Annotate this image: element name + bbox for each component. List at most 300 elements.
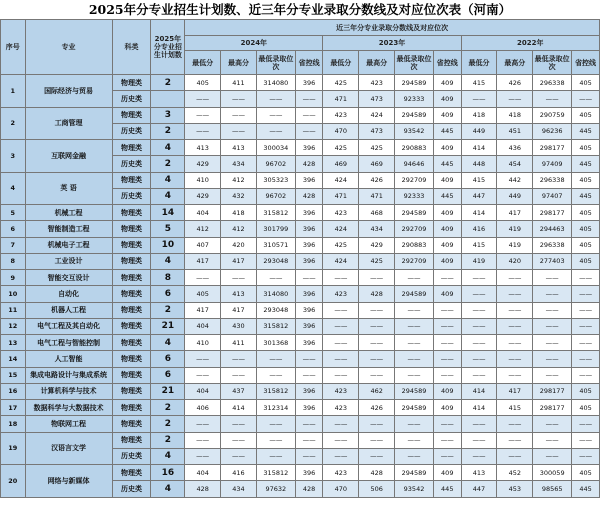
score-cell: —— <box>256 367 295 383</box>
plan-count: 6 <box>151 351 185 367</box>
major-name: 自动化 <box>25 286 112 302</box>
score-cell: —— <box>359 416 395 432</box>
table-row <box>1 400 600 416</box>
score-cell: —— <box>433 367 461 383</box>
row-index: 14 <box>1 351 26 367</box>
score-cell: 410 <box>185 335 221 351</box>
plan-count: 21 <box>151 383 185 399</box>
score-cell: —— <box>323 318 359 334</box>
score-cell: —— <box>572 91 600 107</box>
score-cell: —— <box>433 448 461 464</box>
header-col-min: 最低分 <box>461 51 497 75</box>
score-cell: —— <box>323 302 359 318</box>
score-cell: —— <box>359 335 395 351</box>
header-col-control: 省控线 <box>295 51 323 75</box>
score-cell: —— <box>395 367 434 383</box>
score-cell: —— <box>533 302 572 318</box>
score-cell: 423 <box>323 205 359 221</box>
score-cell: 409 <box>433 383 461 399</box>
score-cell: 314080 <box>256 286 295 302</box>
score-cell: —— <box>323 270 359 286</box>
score-cell: —— <box>572 335 600 351</box>
score-cell: —— <box>185 367 221 383</box>
score-cell: 428 <box>359 286 395 302</box>
score-cell: —— <box>359 367 395 383</box>
score-cell: 452 <box>497 465 533 481</box>
score-cell: —— <box>533 367 572 383</box>
score-cell: 294589 <box>395 107 434 123</box>
score-cell: —— <box>461 286 497 302</box>
row-index: 11 <box>1 302 26 318</box>
major-name: 网络与新媒体 <box>25 465 112 498</box>
score-cell: —— <box>221 432 257 448</box>
page-title: 2025年分专业招生计划数、近三年分专业录取分数线及对应位次表（河南） <box>88 2 512 17</box>
header-major: 专业 <box>25 20 112 75</box>
score-cell: 396 <box>295 302 323 318</box>
table-row <box>1 416 600 432</box>
score-cell: 429 <box>185 188 221 204</box>
score-cell: 405 <box>572 253 600 269</box>
score-cell: —— <box>395 270 434 286</box>
score-cell: —— <box>461 351 497 367</box>
score-cell: —— <box>295 351 323 367</box>
score-cell: 419 <box>461 253 497 269</box>
score-cell: 293048 <box>256 253 295 269</box>
table-row <box>1 237 600 253</box>
subject-cell: 物理类 <box>112 335 151 351</box>
score-cell: 409 <box>433 75 461 91</box>
score-cell: 425 <box>359 140 395 156</box>
score-cell: 301368 <box>256 335 295 351</box>
major-name: 人工智能 <box>25 351 112 367</box>
score-cell: 93542 <box>395 481 434 497</box>
score-cell: 428 <box>295 481 323 497</box>
score-cell: 396 <box>295 335 323 351</box>
score-cell: 411 <box>221 75 257 91</box>
major-name: 电气工程及其自动化 <box>25 318 112 334</box>
score-cell: 462 <box>359 383 395 399</box>
plan-count <box>151 91 185 107</box>
score-cell: —— <box>295 107 323 123</box>
score-cell: 409 <box>433 237 461 253</box>
score-cell: —— <box>433 351 461 367</box>
score-cell: 315812 <box>256 205 295 221</box>
score-cell: —— <box>572 351 600 367</box>
score-cell: —— <box>295 91 323 107</box>
plan-count: 4 <box>151 448 185 464</box>
subject-cell: 物理类 <box>112 367 151 383</box>
score-cell: 428 <box>359 465 395 481</box>
score-cell: 96702 <box>256 188 295 204</box>
score-cell: 277403 <box>533 253 572 269</box>
header-year: 2024年 <box>185 36 323 51</box>
plan-count: 4 <box>151 172 185 188</box>
header-year: 2022年 <box>461 36 599 51</box>
row-index: 16 <box>1 383 26 399</box>
score-cell: —— <box>395 335 434 351</box>
score-cell: 310571 <box>256 237 295 253</box>
score-cell: 405 <box>572 221 600 237</box>
table-row <box>1 432 600 448</box>
score-cell: 506 <box>359 481 395 497</box>
score-cell: 410 <box>185 172 221 188</box>
score-cell: 434 <box>221 156 257 172</box>
score-cell: 413 <box>461 465 497 481</box>
score-cell: 293048 <box>256 302 295 318</box>
subject-cell: 物理类 <box>112 318 151 334</box>
major-name: 集成电路设计与集成系统 <box>25 367 112 383</box>
subject-cell: 物理类 <box>112 140 151 156</box>
score-cell: 437 <box>221 383 257 399</box>
score-cell: 451 <box>497 123 533 139</box>
plan-count: 4 <box>151 335 185 351</box>
score-cell: 396 <box>295 400 323 416</box>
score-cell: 423 <box>359 75 395 91</box>
score-cell: 298177 <box>533 383 572 399</box>
table-row <box>1 107 600 123</box>
row-index: 17 <box>1 400 26 416</box>
score-cell: 298177 <box>533 140 572 156</box>
score-cell: —— <box>497 416 533 432</box>
score-cell: 423 <box>323 465 359 481</box>
score-cell: 409 <box>433 221 461 237</box>
score-cell: —— <box>497 448 533 464</box>
score-cell: 396 <box>295 140 323 156</box>
table-row <box>1 253 600 269</box>
subject-cell: 物理类 <box>112 286 151 302</box>
subject-cell: 物理类 <box>112 75 151 91</box>
score-cell: 98565 <box>533 481 572 497</box>
table-row <box>1 75 600 91</box>
header-col-min: 最低分 <box>323 51 359 75</box>
score-cell: —— <box>461 367 497 383</box>
header-col-min: 最低分 <box>185 51 221 75</box>
score-cell: —— <box>185 107 221 123</box>
score-cell: 404 <box>185 205 221 221</box>
score-cell: 405 <box>572 107 600 123</box>
score-cell: 396 <box>295 383 323 399</box>
score-cell: —— <box>533 448 572 464</box>
score-cell: —— <box>221 367 257 383</box>
header-index: 序号 <box>1 20 26 75</box>
score-cell: —— <box>359 432 395 448</box>
score-cell: —— <box>533 318 572 334</box>
score-cell: 409 <box>433 400 461 416</box>
score-cell: —— <box>433 432 461 448</box>
score-cell: 404 <box>185 383 221 399</box>
subject-cell: 历史类 <box>112 188 151 204</box>
score-cell: 405 <box>572 172 600 188</box>
score-cell: 417 <box>221 302 257 318</box>
row-index: 10 <box>1 286 26 302</box>
row-index: 20 <box>1 465 26 498</box>
score-cell: —— <box>185 351 221 367</box>
subject-cell: 物理类 <box>112 351 151 367</box>
score-cell: 434 <box>221 481 257 497</box>
score-cell: 473 <box>359 123 395 139</box>
score-cell: 445 <box>433 481 461 497</box>
score-cell: —— <box>395 416 434 432</box>
header-year: 2023年 <box>323 36 461 51</box>
major-name: 英 语 <box>25 172 112 205</box>
plan-count: 8 <box>151 270 185 286</box>
score-cell: —— <box>572 318 600 334</box>
score-cell: —— <box>533 270 572 286</box>
score-cell: 414 <box>221 400 257 416</box>
score-cell: 396 <box>295 221 323 237</box>
subject-cell: 物理类 <box>112 416 151 432</box>
score-cell: —— <box>497 335 533 351</box>
score-cell: 428 <box>185 481 221 497</box>
score-cell: 415 <box>461 172 497 188</box>
score-cell: —— <box>497 351 533 367</box>
row-index: 7 <box>1 237 26 253</box>
subject-cell: 物理类 <box>112 465 151 481</box>
subject-cell: 物理类 <box>112 172 151 188</box>
major-name: 物联网工程 <box>25 416 112 432</box>
plan-count: 2 <box>151 302 185 318</box>
plan-count: 2 <box>151 156 185 172</box>
plan-count: 10 <box>151 237 185 253</box>
score-cell: —— <box>497 286 533 302</box>
score-cell: 409 <box>433 107 461 123</box>
score-cell: —— <box>533 335 572 351</box>
score-cell: 418 <box>461 107 497 123</box>
header-col-rank: 最低录取位次 <box>256 51 295 75</box>
score-cell: 449 <box>497 188 533 204</box>
score-cell: 94646 <box>395 156 434 172</box>
score-cell: 414 <box>461 383 497 399</box>
score-cell: 294589 <box>395 465 434 481</box>
score-cell: —— <box>395 302 434 318</box>
score-cell: 97409 <box>533 156 572 172</box>
score-cell: —— <box>256 123 295 139</box>
plan-count: 2 <box>151 416 185 432</box>
row-index: 9 <box>1 270 26 286</box>
score-cell: 418 <box>221 205 257 221</box>
table-row <box>1 335 600 351</box>
score-cell: 396 <box>295 286 323 302</box>
score-cell: 445 <box>572 188 600 204</box>
score-cell: 396 <box>295 205 323 221</box>
score-cell: 294589 <box>395 383 434 399</box>
plan-count: 5 <box>151 221 185 237</box>
subject-cell: 历史类 <box>112 448 151 464</box>
score-cell: 413 <box>221 140 257 156</box>
score-cell: —— <box>295 448 323 464</box>
subject-cell: 历史类 <box>112 481 151 497</box>
score-cell: —— <box>395 351 434 367</box>
score-cell: —— <box>533 432 572 448</box>
score-cell: 429 <box>359 237 395 253</box>
subject-cell: 物理类 <box>112 383 151 399</box>
row-index: 1 <box>1 75 26 108</box>
score-cell: —— <box>256 91 295 107</box>
score-cell: 423 <box>323 286 359 302</box>
score-cell: —— <box>256 351 295 367</box>
score-cell: 417 <box>497 205 533 221</box>
score-cell: 415 <box>497 400 533 416</box>
score-cell: 396 <box>295 237 323 253</box>
plan-count: 14 <box>151 205 185 221</box>
score-cell: —— <box>185 432 221 448</box>
row-index: 5 <box>1 205 26 221</box>
plan-count: 21 <box>151 318 185 334</box>
score-cell: 305323 <box>256 172 295 188</box>
score-cell: 314080 <box>256 75 295 91</box>
score-cell: —— <box>295 432 323 448</box>
score-cell: 425 <box>323 75 359 91</box>
score-cell: —— <box>323 367 359 383</box>
score-cell: 409 <box>433 172 461 188</box>
score-cell: 445 <box>433 156 461 172</box>
score-cell: 396 <box>295 253 323 269</box>
score-cell: —— <box>572 432 600 448</box>
score-cell: —— <box>221 416 257 432</box>
score-cell: 470 <box>323 123 359 139</box>
score-cell: 454 <box>497 156 533 172</box>
score-cell: 409 <box>433 205 461 221</box>
score-cell: 445 <box>572 481 600 497</box>
score-cell: 429 <box>185 156 221 172</box>
score-cell: 432 <box>221 188 257 204</box>
subject-cell: 物理类 <box>112 107 151 123</box>
score-cell: —— <box>497 91 533 107</box>
score-cell: 405 <box>572 205 600 221</box>
score-cell: 471 <box>323 188 359 204</box>
score-cell: —— <box>433 335 461 351</box>
score-cell: 420 <box>497 253 533 269</box>
subject-cell: 历史类 <box>112 91 151 107</box>
score-cell: 396 <box>295 318 323 334</box>
table-row <box>1 302 600 318</box>
score-cell: —— <box>256 448 295 464</box>
subject-cell: 历史类 <box>112 156 151 172</box>
score-cell: 409 <box>433 253 461 269</box>
score-cell: —— <box>572 286 600 302</box>
score-cell: 301799 <box>256 221 295 237</box>
score-cell: —— <box>256 416 295 432</box>
score-cell: 445 <box>433 123 461 139</box>
score-cell: —— <box>185 416 221 432</box>
plan-count: 16 <box>151 465 185 481</box>
score-cell: —— <box>359 270 395 286</box>
score-cell: 417 <box>497 383 533 399</box>
score-cell: —— <box>497 270 533 286</box>
score-cell: 424 <box>323 253 359 269</box>
score-cell: —— <box>572 302 600 318</box>
score-cell: —— <box>433 416 461 432</box>
subject-cell: 物理类 <box>112 432 151 448</box>
score-cell: —— <box>461 335 497 351</box>
score-cell: 294589 <box>395 286 434 302</box>
row-index: 13 <box>1 335 26 351</box>
score-cell: —— <box>221 107 257 123</box>
header-col-max: 最高分 <box>221 51 257 75</box>
score-cell: 294589 <box>395 400 434 416</box>
plan-count: 2 <box>151 75 185 91</box>
score-cell: —— <box>221 91 257 107</box>
score-cell: —— <box>185 448 221 464</box>
table-row <box>1 351 600 367</box>
score-cell: 296338 <box>533 237 572 253</box>
score-cell: 298177 <box>533 205 572 221</box>
major-name: 机械电子工程 <box>25 237 112 253</box>
score-cell: —— <box>185 270 221 286</box>
score-cell: 420 <box>221 237 257 253</box>
score-cell: 92333 <box>395 91 434 107</box>
score-cell: 469 <box>359 156 395 172</box>
score-cell: 409 <box>433 140 461 156</box>
score-cell: 409 <box>433 286 461 302</box>
row-index: 3 <box>1 140 26 173</box>
score-cell: 426 <box>497 75 533 91</box>
major-name: 智能制造工程 <box>25 221 112 237</box>
header-col-rank: 最低录取位次 <box>533 51 572 75</box>
score-cell: 448 <box>461 156 497 172</box>
score-cell: 419 <box>497 221 533 237</box>
score-cell: 425 <box>323 140 359 156</box>
subject-cell: 物理类 <box>112 253 151 269</box>
score-cell: 428 <box>295 188 323 204</box>
score-cell: —— <box>572 416 600 432</box>
score-cell: 471 <box>359 188 395 204</box>
score-cell: 447 <box>461 481 497 497</box>
score-cell: 406 <box>185 400 221 416</box>
score-cell: 469 <box>323 156 359 172</box>
score-cell: 423 <box>323 107 359 123</box>
score-cell: 412 <box>185 221 221 237</box>
score-cell: —— <box>221 123 257 139</box>
score-cell: 290883 <box>395 237 434 253</box>
score-cell: —— <box>395 448 434 464</box>
score-cell: —— <box>433 302 461 318</box>
score-cell: —— <box>533 351 572 367</box>
score-cell: 423 <box>323 383 359 399</box>
score-cell: 409 <box>433 465 461 481</box>
subject-cell: 历史类 <box>112 123 151 139</box>
score-cell: 416 <box>221 465 257 481</box>
score-cell: 294463 <box>533 221 572 237</box>
score-cell: 453 <box>497 481 533 497</box>
score-cell: —— <box>461 302 497 318</box>
header-col-control: 省控线 <box>572 51 600 75</box>
score-cell: 92333 <box>395 188 434 204</box>
header-col-control: 省控线 <box>433 51 461 75</box>
score-cell: —— <box>295 367 323 383</box>
subject-cell: 物理类 <box>112 400 151 416</box>
score-cell: 425 <box>359 253 395 269</box>
score-cell: 409 <box>433 91 461 107</box>
table-row <box>1 140 600 156</box>
score-cell: 407 <box>185 237 221 253</box>
score-cell: —— <box>572 448 600 464</box>
header-col-max: 最高分 <box>359 51 395 75</box>
score-cell: 96236 <box>533 123 572 139</box>
score-cell: —— <box>323 335 359 351</box>
score-cell: —— <box>359 302 395 318</box>
score-cell: 93542 <box>395 123 434 139</box>
score-cell: 296338 <box>533 75 572 91</box>
score-cell: —— <box>295 270 323 286</box>
row-index: 18 <box>1 416 26 432</box>
score-cell: 424 <box>323 172 359 188</box>
subject-cell: 物理类 <box>112 237 151 253</box>
table-row <box>1 286 600 302</box>
score-cell: 315812 <box>256 318 295 334</box>
plan-count: 4 <box>151 253 185 269</box>
score-cell: 405 <box>572 140 600 156</box>
